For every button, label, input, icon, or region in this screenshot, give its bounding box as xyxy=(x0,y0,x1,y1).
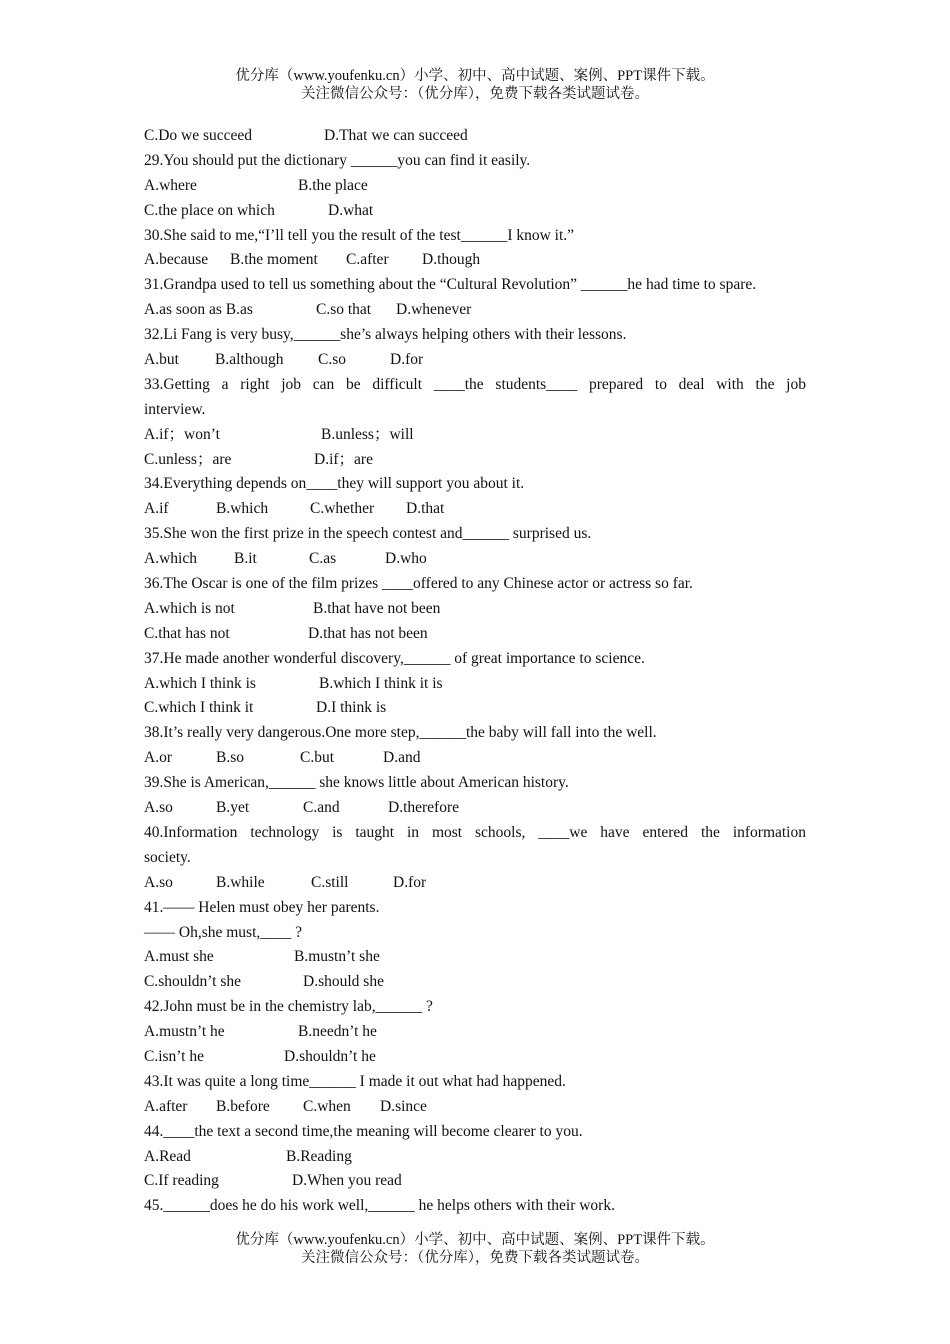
answer-option: B.needn’t he xyxy=(298,1023,377,1041)
question-text: 41.—— Helen must obey her parents. xyxy=(144,898,380,916)
answer-options xyxy=(144,1095,806,1120)
answer-option: D.if；are xyxy=(314,450,373,468)
answer-options xyxy=(144,1145,806,1170)
answer-option: B.it xyxy=(234,550,257,568)
answer-option: B.yet xyxy=(216,799,250,817)
answer-option: B.that have not been xyxy=(313,599,441,617)
answer-option: A.or xyxy=(144,749,172,767)
question-text: interview. xyxy=(144,400,206,418)
answer-option: B.the moment xyxy=(230,251,318,269)
answer-option: D.for xyxy=(393,873,427,891)
question-text: 32.Li Fang is very busy,______she’s always helping others with their lessons. xyxy=(144,326,627,344)
answer-option: D.who xyxy=(385,550,427,568)
answer-option: D.should she xyxy=(303,973,384,991)
answer-options xyxy=(144,622,806,647)
footer-line-1: 优分库（www.youfenku.cn）小学、初中、高中试题、案例、PPT课件下载。 xyxy=(235,1232,715,1248)
question-text: 43.It was quite a long time______ I made it out what had happened. xyxy=(144,1072,566,1090)
answer-option: A.must she xyxy=(144,948,214,966)
answer-options xyxy=(144,871,806,896)
answer-option: D.what xyxy=(328,201,374,219)
answer-option: D.That we can succeed xyxy=(324,127,468,144)
question-text: 39.She is American,______ she knows little about American history. xyxy=(144,774,569,792)
question-text: 30.She said to me,“I’ll tell you the result of the test______I know it.” xyxy=(144,226,575,244)
answer-option: C.but xyxy=(300,749,335,767)
question-text-justified: 33.Getting a right job can be difficult ____the students____ prepared to deal with the job xyxy=(144,375,806,393)
answer-option: D.that has not been xyxy=(308,624,428,642)
answer-option: B.before xyxy=(216,1097,270,1115)
answer-option: C.the place on which xyxy=(144,201,275,219)
answer-option: B.although xyxy=(215,351,284,369)
answer-option: B.which I think it is xyxy=(319,674,443,692)
question-text: 44.____the text a second time,the meaning will become clearer to you. xyxy=(144,1122,583,1140)
answer-options xyxy=(144,796,806,821)
answer-options xyxy=(144,672,806,697)
answer-option: A.Read xyxy=(144,1147,191,1165)
question-text: 31.Grandpa used to tell us something about the “Cultural Revolution” ______he had time to spare. xyxy=(144,276,757,294)
answer-options xyxy=(144,124,806,149)
question-text: —— Oh,she must,____ ? xyxy=(144,923,303,941)
question-text: society. xyxy=(144,848,191,866)
answer-option: B.so xyxy=(216,749,244,767)
answer-option: C.as xyxy=(309,550,337,568)
answer-option: B.mustn’t she xyxy=(294,948,380,966)
answer-options xyxy=(144,497,806,522)
answer-options xyxy=(144,423,806,448)
answer-option: D.therefore xyxy=(388,799,459,817)
answer-option: A.if；won’t xyxy=(144,425,220,443)
answer-option: A.so xyxy=(144,873,173,891)
answer-options xyxy=(144,174,806,199)
page-header xyxy=(0,67,950,103)
answer-option: A.where xyxy=(144,176,197,194)
answer-option: B.Reading xyxy=(286,1147,352,1165)
answer-option: D.though xyxy=(422,251,481,269)
answer-option: C.Do we succeed xyxy=(144,127,253,144)
answer-options xyxy=(144,1045,806,1070)
answer-option: C.still xyxy=(311,873,349,891)
answer-option: C.when xyxy=(303,1097,351,1115)
answer-option: C.whether xyxy=(310,500,375,518)
answer-options xyxy=(144,696,806,721)
answer-option: C.so xyxy=(318,351,346,369)
answer-option: C.If reading xyxy=(144,1172,219,1190)
answer-option: D.shouldn’t he xyxy=(284,1047,376,1065)
answer-option: A.because xyxy=(144,251,209,269)
question-text: 45.______does he do his work well,______ he helps others with their work. xyxy=(144,1197,615,1215)
answer-option: A.so xyxy=(144,799,173,817)
question-text: 35.She won the first prize in the speech contest and______ surprised us. xyxy=(144,525,592,543)
answer-option: A.which xyxy=(144,550,197,568)
question-text: 37.He made another wonderful discovery,______ of great importance to science. xyxy=(144,649,645,667)
answer-option: B.which xyxy=(216,500,269,518)
answer-option: C.unless；are xyxy=(144,450,232,468)
answer-option: C.and xyxy=(303,799,340,817)
question-list xyxy=(144,124,806,1219)
answer-option: C.that has not xyxy=(144,624,230,642)
answer-option: C.isn’t he xyxy=(144,1047,204,1065)
answer-options xyxy=(144,597,806,622)
answer-options xyxy=(144,945,806,970)
question-text: 34.Everything depends on____they will support you about it. xyxy=(144,475,525,493)
answer-option: A.mustn’t he xyxy=(144,1023,225,1041)
answer-option: A.which I think is xyxy=(144,674,256,692)
answer-option: A.which is not xyxy=(144,599,235,617)
answer-option: C.after xyxy=(346,251,389,269)
answer-option: B.the place xyxy=(298,176,368,194)
answer-options xyxy=(144,1169,806,1194)
answer-option: A.as soon as B.as xyxy=(144,301,253,319)
question-text: 29.You should put the dictionary ______you can find it easily. xyxy=(144,151,531,169)
answer-option: A.but xyxy=(144,351,179,369)
answer-options xyxy=(144,248,806,273)
answer-option: D.and xyxy=(383,749,421,767)
question-text-justified: 40.Information technology is taught in most schools, ____we have entered the information xyxy=(144,823,806,841)
answer-option: B.unless；will xyxy=(321,425,414,443)
answer-option: D.I think is xyxy=(316,699,387,717)
question-text: 38.It’s really very dangerous.One more step,______the baby will fall into the well. xyxy=(144,724,657,742)
answer-options xyxy=(144,547,806,572)
answer-options xyxy=(144,1020,806,1045)
answer-option: C.shouldn’t she xyxy=(144,973,242,991)
answer-option: D.When you read xyxy=(292,1172,402,1190)
page-footer xyxy=(0,1231,950,1267)
answer-option: A.after xyxy=(144,1097,188,1115)
answer-option: A.if xyxy=(144,500,169,518)
answer-option: D.since xyxy=(380,1097,427,1115)
answer-options xyxy=(144,746,806,771)
question-text: 42.John must be in the chemistry lab,______ ? xyxy=(144,998,433,1016)
answer-option: D.whenever xyxy=(396,301,472,319)
question-text: 36.The Oscar is one of the film prizes ____offered to any Chinese actor or actress so far. xyxy=(144,575,693,593)
answer-options xyxy=(144,348,806,373)
header-line-1: 优分库（www.youfenku.cn）小学、初中、高中试题、案例、PPT课件下载。 xyxy=(235,68,715,84)
answer-option: C.which I think it xyxy=(144,699,254,717)
answer-option: B.while xyxy=(216,873,265,891)
answer-options xyxy=(144,970,806,995)
answer-option: C.so that xyxy=(316,301,372,319)
answer-option: D.for xyxy=(390,351,424,369)
header-line-2: 关注微信公众号：（优分库），免费下载各类试题试卷。 xyxy=(301,86,649,102)
answer-options xyxy=(144,298,806,323)
footer-line-2: 关注微信公众号：（优分库），免费下载各类试题试卷。 xyxy=(301,1250,649,1266)
answer-option: D.that xyxy=(406,500,445,518)
answer-options xyxy=(144,448,806,473)
answer-options xyxy=(144,199,806,224)
